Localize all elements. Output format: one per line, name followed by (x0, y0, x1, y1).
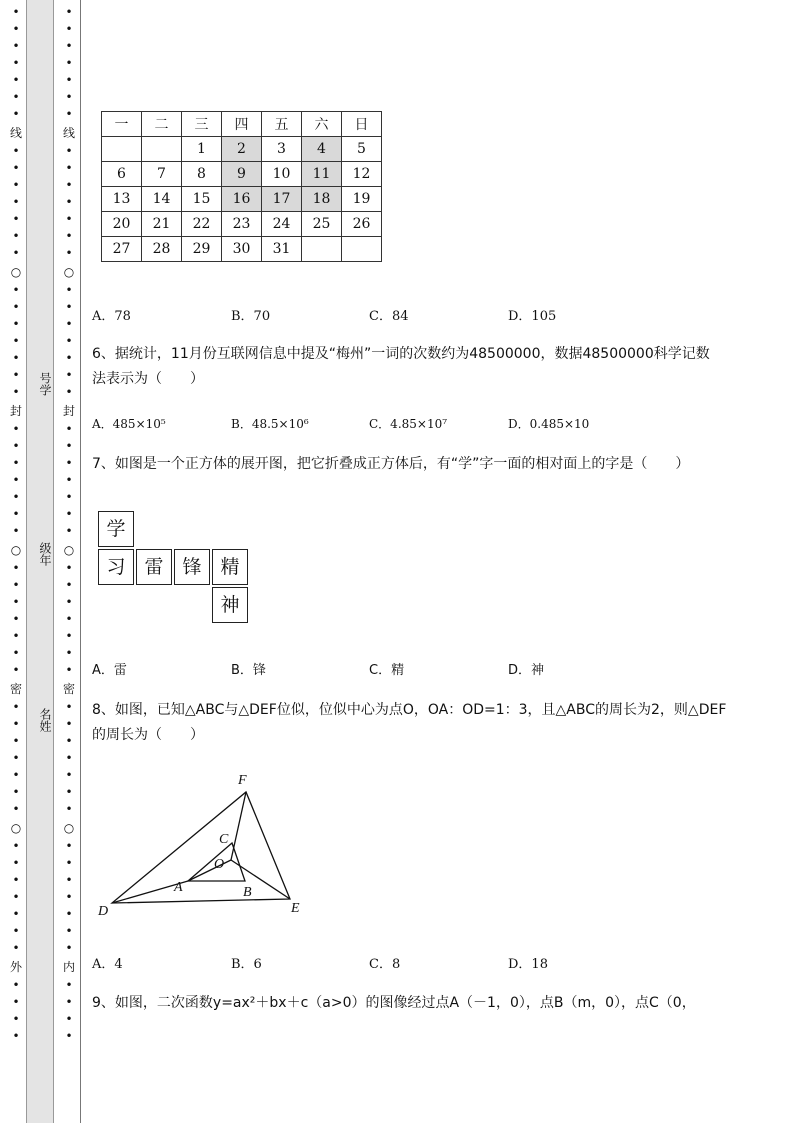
label-d: D (98, 904, 109, 919)
calendar-cell: 14 (142, 187, 182, 212)
calendar-row (102, 162, 382, 187)
question-8-line2: 的周长为（ ） (92, 727, 204, 743)
calendar-cell: 19 (342, 187, 382, 212)
binding-margin (0, 0, 84, 1123)
option-b: B．锋 (231, 663, 266, 678)
calendar-cell: 27 (102, 237, 142, 262)
label-b: B (243, 885, 252, 900)
field-grade: 级年 (38, 542, 52, 566)
calendar-cell: 24 (262, 212, 302, 237)
option-c: C．4.85×10⁷ (369, 417, 448, 431)
calendar-cell (342, 237, 382, 262)
calendar-row (102, 187, 382, 212)
seal-char: 封 (9, 404, 22, 418)
calendar-cell-highlighted: 11 (302, 162, 342, 187)
calendar-cell (302, 237, 342, 262)
circle-mark: ○ (63, 543, 75, 557)
question-8-line1: 8、如图，已知△ABC与△DEF位似，位似中心为点O，OA：OD=1：3，且△ABC的周长为2，则△DEF (92, 702, 727, 718)
label-o: O (214, 857, 225, 872)
calendar-cell: 23 (222, 212, 262, 237)
calendar-header-cell: 五 (262, 112, 302, 137)
line-oe (231, 860, 290, 899)
calendar-cell: 6 (102, 162, 142, 187)
calendar-cell: 30 (222, 237, 262, 262)
calendar-cell: 25 (302, 212, 342, 237)
seal-char: 外 (9, 960, 22, 974)
circle-mark: ○ (10, 821, 22, 835)
option-d: D．0.485×10 (508, 417, 590, 431)
calendar-cell-highlighted: 2 (222, 137, 262, 162)
label-f: F (238, 773, 247, 788)
student-info-strip (26, 0, 54, 1123)
calendar-cell: 8 (182, 162, 222, 187)
circle-mark: ○ (63, 265, 75, 279)
question-7-text: 7、如图是一个正方体的展开图，把它折叠成正方体后，有“学”字一面的相对面上的字是（ ） (92, 456, 690, 472)
question-6 (92, 342, 752, 392)
calendar-header-cell: 一 (102, 112, 142, 137)
calendar-cell-highlighted: 4 (302, 137, 342, 162)
calendar-cell: 7 (142, 162, 182, 187)
calendar-cell: 15 (182, 187, 222, 212)
calendar-cell: 13 (102, 187, 142, 212)
cube-face: 锋 (174, 549, 210, 585)
question-9 (92, 991, 752, 1016)
triangle-def (112, 792, 290, 903)
calendar-cell: 29 (182, 237, 222, 262)
margin-rule (80, 0, 81, 1123)
option-a: A．雷 (92, 663, 127, 678)
circle-mark: ○ (10, 265, 22, 279)
calendar-cell: 21 (142, 212, 182, 237)
calendar-cell (102, 137, 142, 162)
circle-mark: ○ (63, 821, 75, 835)
seal-char: 线 (62, 126, 75, 140)
question-6-line1: 6、据统计，11月份互联网信息中提及“梅州”一词的次数约为48500000，数据48500000科学记数 (92, 346, 710, 362)
calendar-cell-highlighted: 18 (302, 187, 342, 212)
calendar-table (101, 111, 382, 262)
option-a: A．78 (92, 309, 131, 324)
cube-face: 习 (98, 549, 134, 585)
calendar-cell: 10 (262, 162, 302, 187)
calendar-cell-highlighted: 9 (222, 162, 262, 187)
calendar-header-cell: 三 (182, 112, 222, 137)
inner-seal-line: • • • • • • • 线 • • • • • • • ○ • • • • • • • 封 • • • • • • • ○ • • • • • • • 密 • • • • • • • ○ • • • • • • • 内 • • • • (62, 5, 75, 1043)
option-b: B．70 (231, 309, 271, 324)
circle-mark: ○ (10, 543, 22, 557)
calendar-header-cell: 二 (142, 112, 182, 137)
homothety-figure (90, 765, 320, 925)
seal-char: 封 (62, 404, 75, 418)
calendar-cell: 31 (262, 237, 302, 262)
question-6-line2: 法表示为（ ） (92, 371, 204, 387)
calendar-cell-highlighted: 16 (222, 187, 262, 212)
question-7 (92, 452, 752, 477)
calendar-header-cell: 六 (302, 112, 342, 137)
seal-char: 内 (62, 960, 75, 974)
seal-char: 线 (9, 126, 22, 140)
calendar-header-cell: 四 (222, 112, 262, 137)
calendar-cell: 20 (102, 212, 142, 237)
field-number: 号学 (38, 372, 52, 396)
seal-char: 密 (62, 682, 75, 696)
cube-face: 神 (212, 587, 248, 623)
calendar-row (102, 137, 382, 162)
label-a: A (174, 880, 183, 895)
calendar-row (102, 237, 382, 262)
option-c: C．84 (369, 309, 409, 324)
calendar-cell: 22 (182, 212, 222, 237)
label-e: E (291, 901, 300, 916)
field-name: 名姓 (38, 708, 52, 732)
cube-face: 精 (212, 549, 248, 585)
calendar-cell: 5 (342, 137, 382, 162)
calendar-header-row (102, 112, 382, 137)
calendar-cell: 1 (182, 137, 222, 162)
calendar-row (102, 212, 382, 237)
cube-face: 学 (98, 511, 134, 547)
calendar-cell: 26 (342, 212, 382, 237)
option-a: A．485×10⁵ (92, 417, 166, 431)
option-b: B．6 (231, 957, 262, 972)
calendar-cell: 3 (262, 137, 302, 162)
label-c: C (219, 832, 229, 847)
calendar-cell-highlighted: 17 (262, 187, 302, 212)
cube-face: 雷 (136, 549, 172, 585)
option-d: D．105 (508, 309, 557, 324)
option-b: B．48.5×10⁶ (231, 417, 309, 431)
calendar-cell: 12 (342, 162, 382, 187)
option-d: D．18 (508, 957, 548, 972)
option-d: D．神 (508, 663, 545, 678)
calendar-cell (142, 137, 182, 162)
calendar-header-cell: 日 (342, 112, 382, 137)
calendar-cell: 28 (142, 237, 182, 262)
option-a: A．4 (92, 957, 123, 972)
seal-char: 密 (9, 682, 22, 696)
option-c: C．8 (369, 957, 401, 972)
question-8 (92, 698, 752, 748)
outer-seal-line: • • • • • • • 线 • • • • • • • ○ • • • • • • • 封 • • • • • • • ○ • • • • • • • 密 • • • • • • • ○ • • • • • • • 外 • • • • (9, 5, 22, 1043)
option-c: C．精 (369, 663, 405, 678)
question-9-text: 9、如图，二次函数y=ax²＋bx＋c（a>0）的图像经过点A（－1，0），点B（m，0），点C（0， (92, 995, 696, 1011)
